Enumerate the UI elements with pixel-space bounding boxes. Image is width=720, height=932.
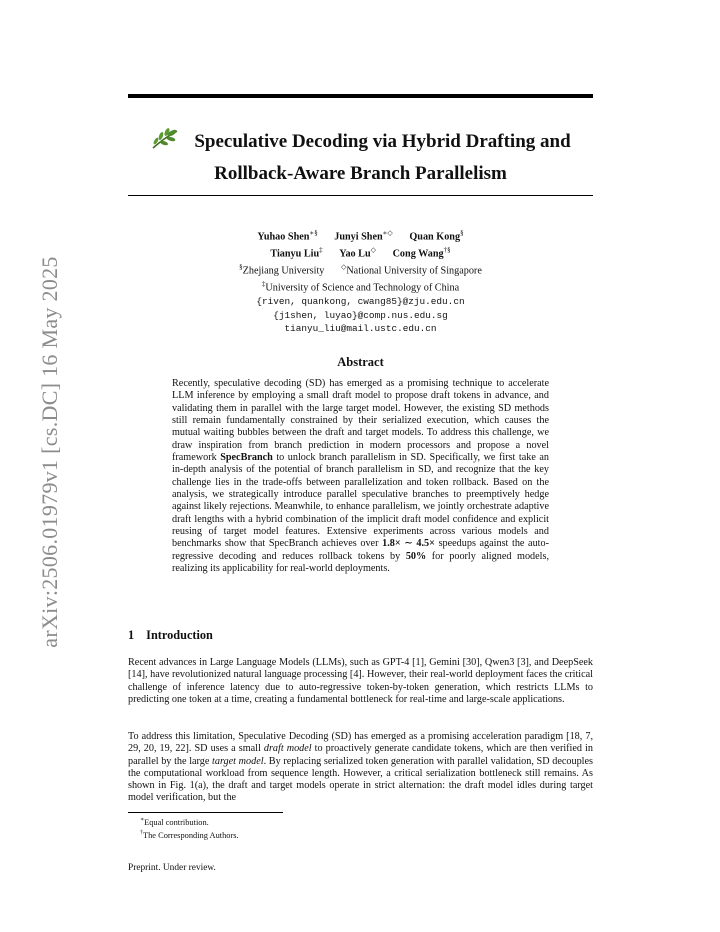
affiliation-row-2: ‡University of Science and Technology of China — [261, 279, 460, 294]
email-line: tianyu_liu@mail.ustc.edu.cn — [284, 323, 437, 335]
footnotes — [140, 815, 239, 841]
abstract-heading: Abstract — [337, 355, 384, 369]
paper-title — [128, 126, 593, 190]
author-row-1: Yuhao Shen∗§ Junyi Shen∗◇ Quan Kong§ — [257, 229, 464, 243]
author-name: Quan Kong — [409, 231, 461, 243]
title-bottom-rule — [128, 195, 593, 196]
abstract-body: Recently, speculative decoding (SD) has emerged as a promising technique to accelerate LLM inference by employing a small draft model to propose draft tokens in advance, and validating them in parallel with the large target model. However, the existing SD methods still remain fundamentally constrained by their serialized execution, which causes the mutual waiting bubbles between the draft and target models. To address this challenge, we draw inspiration from branch prediction in modern processors and propose a novel framework SpecBranch to unlock branch parallelism in SD. Specifically, we first take an in-depth analysis of the potential of branch parallelism in SD, and recognize that the key challenge lies in the trade-offs between parallelization and token rollback. Based on the analysis, we strategically introduce parallel speculative branches to preemptively hedge against likely rejections. Meanwhile, to enhance parallelism, we jointly orchestrate adaptive draft lengths with a hybrid combination of the implicit draft model confidence and explicit reusing of target model features. Extensive experiments across various models and benchmarks show that SpecBranch achieves over 1.8× ∼ 4.5× speedups against the auto-regressive decoding and reduces rollback tokens by 50% for poorly aligned models, realizing its applicability for real-world deployments. — [172, 378, 550, 575]
author-name: Yao Lu — [339, 248, 371, 260]
arxiv-identifier: arXiv:2506.01979v1 [cs.DC] 16 May 2025 — [37, 256, 62, 648]
title-line-2: Rollback-Aware Branch Parallelism — [214, 163, 507, 184]
author-name: Yuhao Shen — [257, 231, 310, 243]
footnote-rule — [128, 812, 283, 813]
author-row-2: Tianyu Liu‡ Yao Lu◇ Cong Wang†§ — [270, 245, 451, 260]
email-line: {riven, quankong, cwang85}@zju.edu.cn — [256, 295, 465, 307]
intro-paragraph-2: To address this limitation, Speculative Decoding (SD) has emerged as a promising acceleration paradigm [18, 7, 29, 20, 19, 22]. SD uses a small draft model to proactively generate candidate tokens, which are then verified in parallel by the large target model. By replacing serialized token generation with parallel validation, SD decouples the computational workload from sequence length. However, a critical serialization bottleneck still remains. As shown in Fig. 1(a), the draft and target models operate in strict alternation: the draft model idles during target model verification, but the — [128, 731, 593, 804]
section-heading-introduction: 1 Introduction — [128, 628, 213, 642]
email-line: {j1shen, luyao}@comp.nus.edu.sg — [273, 309, 448, 321]
author-name: Tianyu Liu — [270, 248, 320, 260]
affiliation: Zhejiang University — [242, 265, 325, 277]
author-block — [128, 227, 593, 336]
intro-paragraph-1: Recent advances in Large Language Models (LLMs), such as GPT-4 [1], Gemini [30], Qwen3 [3], and DeepSeek [14], have revolutionized natural language processing [4]. However, their real-world deployment faces the critical challenge of inference latency due to auto-regressive token-by-token generation, which restricts LLMs to predicting one token at a time, creating a fundamental bottleneck for real-time and large-scale applications. — [128, 657, 593, 705]
author-name: Junyi Shen — [334, 231, 383, 243]
footnote: ∗Equal contribution. — [140, 817, 209, 827]
footnote: †The Corresponding Authors. — [140, 829, 239, 840]
title-top-rule — [128, 94, 593, 98]
leaf-branch-icon — [150, 128, 180, 150]
author-name: Cong Wang — [392, 248, 444, 260]
preprint-note: Preprint. Under review. — [128, 863, 216, 873]
affiliation: National University of Singapore — [346, 265, 482, 277]
title-line-1: Speculative Decoding via Hybrid Drafting and — [128, 126, 593, 158]
affiliation-row-1: §Zhejiang University ◇National University of Singapore — [239, 262, 482, 277]
affiliation: University of Science and Technology of China — [265, 282, 460, 294]
